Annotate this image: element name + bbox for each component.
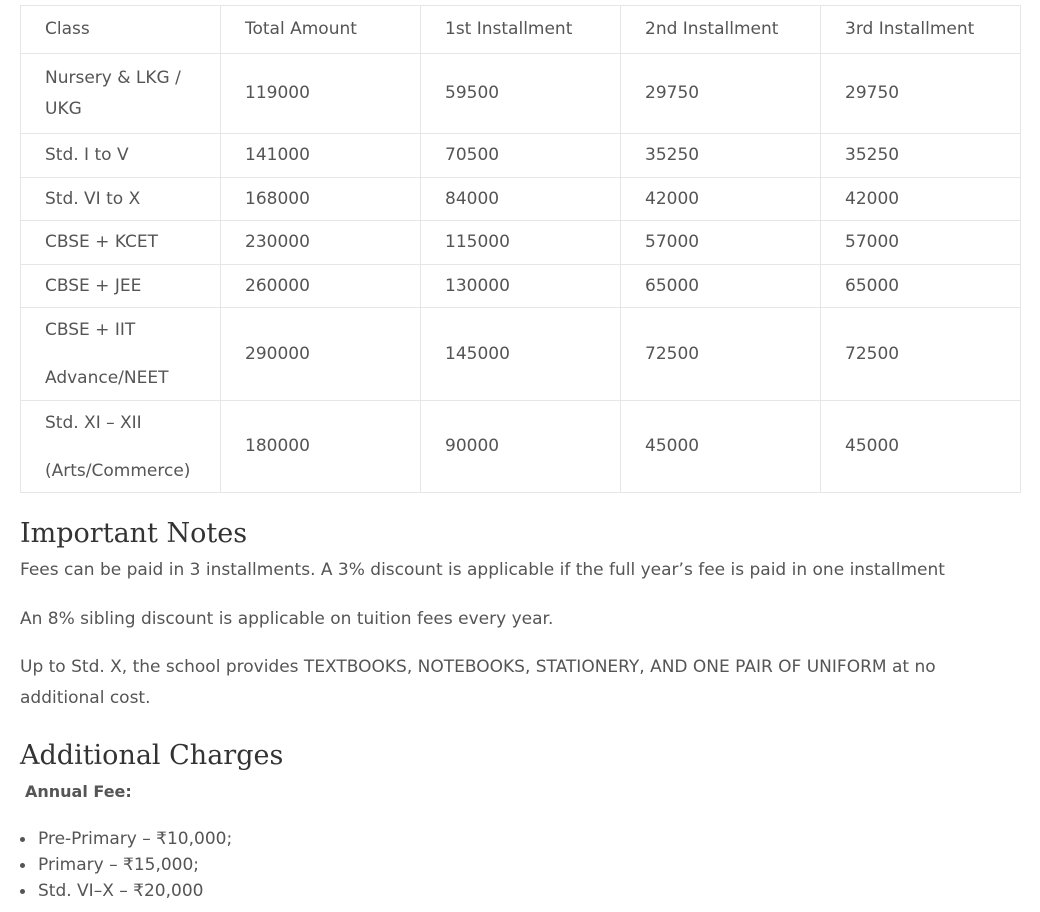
installment-1-cell: 84000	[421, 178, 621, 221]
additional-charges-heading: Additional Charges	[20, 740, 284, 771]
note-paragraph-sibling-discount: An 8% sibling discount is applicable on tuition fees every year.	[20, 609, 554, 629]
table-row	[21, 265, 1021, 308]
bullet-icon	[20, 837, 25, 842]
class-cell: Std. I to V	[21, 134, 221, 178]
bullet-icon	[20, 889, 25, 894]
table-row	[21, 54, 1021, 134]
installment-1-cell: 90000	[421, 401, 621, 493]
header-cell-class: Class	[21, 6, 221, 54]
installment-2-cell: 65000	[621, 265, 821, 308]
table-header-row	[21, 6, 1021, 54]
important-notes-heading: Important Notes	[20, 518, 248, 549]
installment-2-cell: 29750	[621, 54, 821, 134]
total-amount-cell: 141000	[221, 134, 421, 178]
installment-3-cell: 35250	[821, 134, 1021, 178]
list-item-text: Std. VI–X – ₹20,000	[38, 881, 204, 901]
class-cell	[21, 308, 221, 401]
installment-2-cell: 35250	[621, 134, 821, 178]
table-row	[21, 401, 1021, 493]
installment-3-cell: 72500	[821, 308, 1021, 401]
installment-2-cell: 45000	[621, 401, 821, 493]
installment-3-cell: 65000	[821, 265, 1021, 308]
table-row	[21, 308, 1021, 401]
list-item-text: Pre-Primary – ₹10,000;	[38, 829, 233, 849]
installment-2-cell: 72500	[621, 308, 821, 401]
installment-1-cell: 59500	[421, 54, 621, 134]
list-item-text: Primary – ₹15,000;	[38, 855, 200, 875]
class-cell-line: Std. XI – XII	[45, 412, 142, 433]
installment-3-cell: 29750	[821, 54, 1021, 134]
list-item	[38, 852, 232, 878]
table-row	[21, 134, 1021, 178]
class-cell: Nursery & LKG / UKG	[21, 54, 221, 134]
annual-fee-label: Annual Fee:	[25, 782, 132, 801]
fee-table	[20, 5, 1021, 493]
bullet-icon	[20, 863, 25, 868]
class-cell: CBSE + KCET	[21, 221, 221, 265]
installment-2-cell: 57000	[621, 221, 821, 265]
note-paragraph-provisions: Up to Std. X, the school provides TEXTBOOKS, NOTEBOOKS, STATIONERY, AND ONE PAIR OF UNIFORM at no additional cost.	[20, 657, 936, 708]
class-cell: CBSE + JEE	[21, 265, 221, 308]
header-cell-3rd-installment: 3rd Installment	[821, 6, 1021, 54]
class-cell-line: (Arts/Commerce)	[45, 460, 191, 481]
installment-1-cell: 115000	[421, 221, 621, 265]
installment-3-cell: 42000	[821, 178, 1021, 221]
annual-fee-list	[0, 826, 232, 904]
class-cell-line: CBSE + IIT	[45, 320, 136, 340]
header-cell-1st-installment: 1st Installment	[421, 6, 621, 54]
total-amount-cell: 230000	[221, 221, 421, 265]
total-amount-cell: 260000	[221, 265, 421, 308]
installment-3-cell: 57000	[821, 221, 1021, 265]
total-amount-cell: 168000	[221, 178, 421, 221]
header-cell-2nd-installment: 2nd Installment	[621, 6, 821, 54]
table-row	[21, 178, 1021, 221]
installment-1-cell: 130000	[421, 265, 621, 308]
class-cell: Std. VI to X	[21, 178, 221, 221]
installment-1-cell: 145000	[421, 308, 621, 401]
installment-1-cell: 70500	[421, 134, 621, 178]
class-cell	[21, 401, 221, 493]
total-amount-cell: 290000	[221, 308, 421, 401]
list-item	[38, 826, 232, 852]
header-cell-total-amount: Total Amount	[221, 6, 421, 54]
list-item	[38, 878, 232, 904]
installment-2-cell: 42000	[621, 178, 821, 221]
class-cell-line: Advance/NEET	[45, 368, 169, 388]
total-amount-cell: 180000	[221, 401, 421, 493]
note-paragraph-installments: Fees can be paid in 3 installments. A 3% discount is applicable if the full year’s fee is paid in one installment	[20, 560, 945, 580]
table-row	[21, 221, 1021, 265]
total-amount-cell: 119000	[221, 54, 421, 134]
installment-3-cell: 45000	[821, 401, 1021, 493]
